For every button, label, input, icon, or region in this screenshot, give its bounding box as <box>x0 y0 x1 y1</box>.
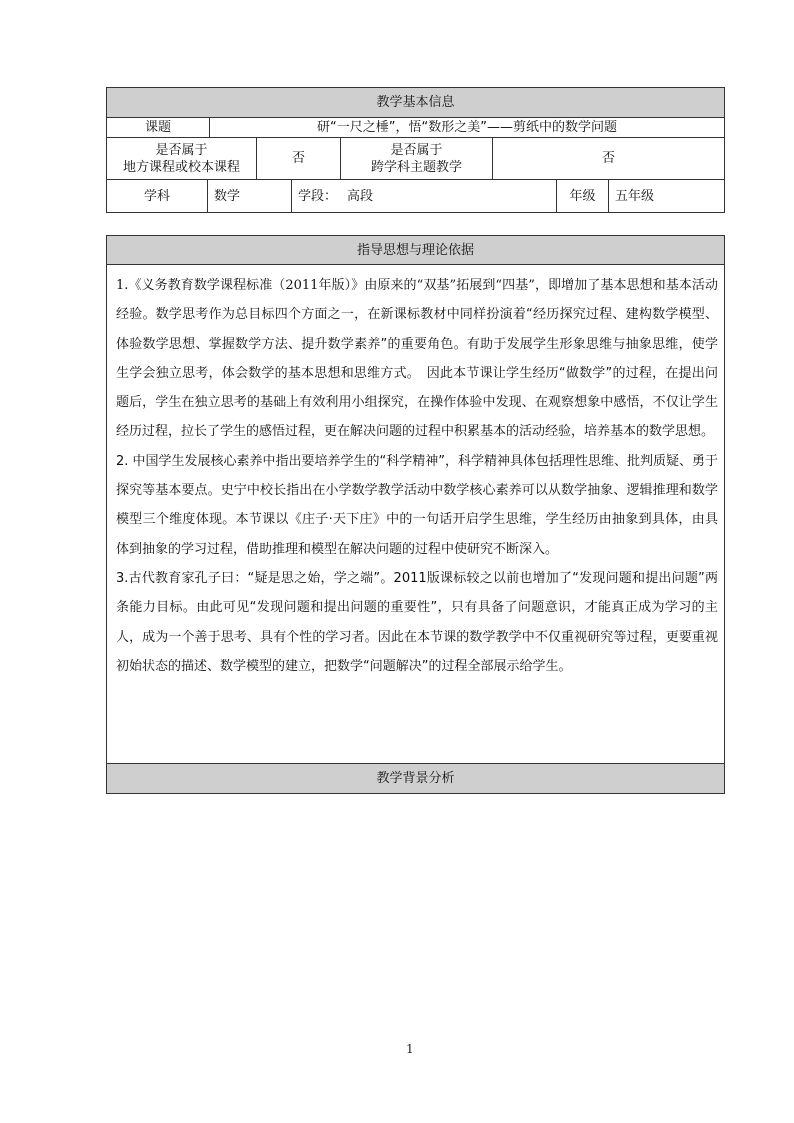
background-header: 教学背景分析 <box>107 764 724 793</box>
stage-label: 学段： <box>298 188 338 204</box>
guidance-paragraph-1 <box>116 271 718 447</box>
stage-cell <box>292 180 557 212</box>
local-course-value: 否 <box>257 138 341 179</box>
stage-value: 高段 <box>347 188 374 204</box>
subject-row <box>107 180 724 212</box>
cross-subject-label-line1: 是否属于 <box>390 142 443 158</box>
topic-value: 研“一尺之棰”，悟“数形之美”——剪纸中的数学问题 <box>317 120 617 135</box>
grade-value: 五年级 <box>615 188 655 204</box>
subject-label: 学科 <box>107 180 208 212</box>
cross-subject-value: 否 <box>601 151 615 166</box>
guidance-body <box>107 265 724 764</box>
local-course-label <box>107 138 257 179</box>
cross-subject-label-line2: 跨学科主题教学 <box>370 159 462 175</box>
topic-label: 课题 <box>107 118 210 137</box>
basic-info-header: 教学基本信息 <box>376 95 455 110</box>
guidance-paragraph-2: 2. 中国学生发展核心素养中指出要培养学生的“科学精神”，科学精神具体包括理性思维、批判质疑、勇于探究等基本要点。史宁中校长指出在小学数学教学活动中数学核心素养可以从数学抽象、逻辑推理和数学模型三个维度体现。本节课以《庄子·天下庄》中的一句话开启学生思维，学生经历由抽象到具体，由具体到抽象的学习过程，借助推理和模型在解决问题的过程中使研究不断深入。 <box>116 453 719 557</box>
guidance-paragraph-3: 3.古代教育家孔子曰：“疑是思之始，学之端”。2011版课标较之以前也增加了“发现问题和提出问题”两条能力目标。由此可见“发现问题和提出问题的重要性”，只有具备了问题意识，才能真正成为学习的主人，成为一个善于思考、具有个性的学习者。因此在本节课的数学教学中不仅重视研究等过程，更要重视初始状态的描述、数学模型的建立，把数学“问题解决”的过程全部展示给学生。 <box>116 570 718 674</box>
course-type-row <box>107 138 724 180</box>
cross-subject-label <box>341 138 493 179</box>
topic-row <box>107 118 724 138</box>
local-course-label-line2: 地方课程或校本课程 <box>122 159 240 175</box>
local-course-label-line1: 是否属于 <box>155 142 208 158</box>
guidance-paragraph-1-rest: 即增加了基本思想和基本活动经验。数学思考作为总目标四个方面之一，在新课标教材中同样扮演着“经历探究过程、建构数学模型、体验数学思想、掌握数学方法、提升数学素养”的重要角色。有助于发展学生形象思维与抽象思维，使学生学会独立思考，体会数学的基本思想和思维方式。 因此本节课让学生经历“做数学”的过程，在提出问题后，学生在独立思考的基础上有效利用小组探究，在操作体验中发现、在观察想象中感悟，不仅让学生经历过程，拉长了学生的感悟过程，更在解决问题的过程中积累基本的活动经验，培养基本的数学思想。 <box>116 278 718 440</box>
grade-label: 年级 <box>557 180 609 212</box>
guidance-header: 指导思想与理论依据 <box>107 236 724 265</box>
page-number: 1 <box>406 1042 414 1056</box>
guidance-table <box>106 235 725 794</box>
basic-info-header-row <box>107 88 724 118</box>
guidance-paragraph-1-lead: 1.《义务教育数学课程标准（2011年版）》由原来的“双基”拓展到“四基”， <box>116 278 549 293</box>
basic-info-table <box>106 87 725 213</box>
subject-value: 数学 <box>208 180 292 212</box>
